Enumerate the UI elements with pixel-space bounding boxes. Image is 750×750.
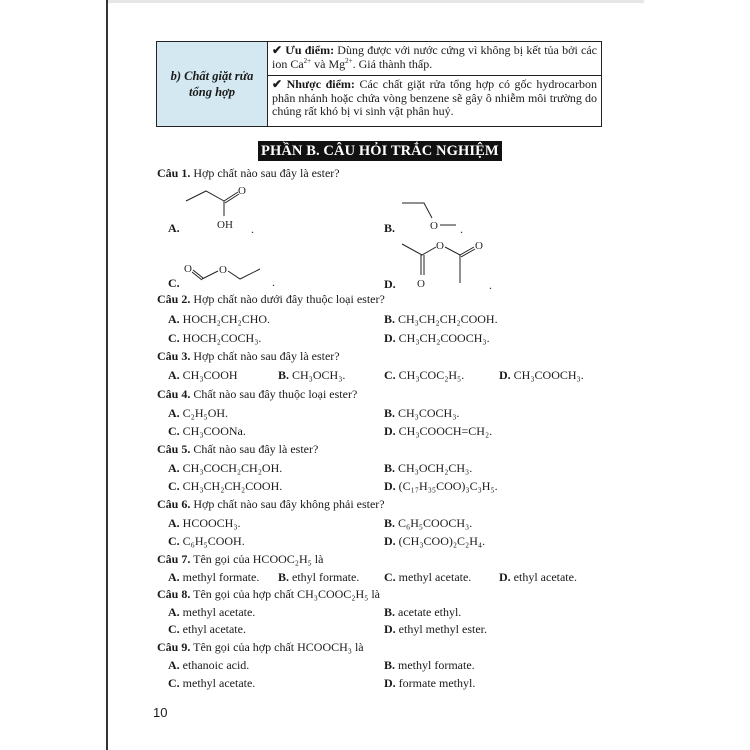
q3-option-b: B. CH₃OCH₃. <box>278 368 346 382</box>
q7-option-a: A. methyl formate. <box>168 570 260 584</box>
q7-option-c: C. methyl acetate. <box>384 570 472 584</box>
q3-option-a: A. CH₃COOH <box>168 368 238 382</box>
svg-text:O: O <box>219 264 227 276</box>
q2-option-b: B. CH₃CH₂CH₂COOH. <box>384 312 498 326</box>
table-content <box>268 42 601 126</box>
advantage-title: Ưu điểm: <box>285 43 335 57</box>
q1-option-b-letter: B. <box>384 221 396 235</box>
q1-option-a-structure-icon <box>180 184 260 234</box>
q1-option-d-structure-icon <box>400 237 495 291</box>
q5-option-a: A. CH₃COCH₂CH₂OH. <box>168 461 283 475</box>
disadvantage-cell: ✔ Nhược điểm: Các chất giặt rửa tổng hợp có gốc hydrocarbon phân nhánh hoặc chứa vòng benzene sẽ gây ô nhiễm môi trường do chúng rất khó bị vi sinh vật phân huỷ. <box>272 77 597 118</box>
q6-option-c: C. C₆H₅COOH. <box>168 534 245 548</box>
disadvantage-title: Nhược điểm: <box>286 77 355 91</box>
question-4: Câu 4. Chất nào sau đây thuộc loại ester? <box>157 387 358 401</box>
q3-option-d: D. CH₃COOCH₃. <box>499 368 584 382</box>
q8-option-c: C. ethyl acetate. <box>168 622 246 636</box>
q9-option-c: C. methyl acetate. <box>168 676 256 690</box>
question-3: Câu 3. Hợp chất nào sau đây là ester? <box>157 349 340 363</box>
advantage-cell: ✔ Ưu điểm: Dùng được với nước cứng vì không bị kết tủa bởi các ion $Ca^{2+}$ và $Mg^{2+}$. Giá thành thấp. <box>268 42 601 76</box>
q7-option-d: D. ethyl acetate. <box>499 570 577 584</box>
q5-option-d: D. (C₁₇H₃₅COO)₃C₃H₅. <box>384 479 498 493</box>
svg-text:O: O <box>430 220 438 232</box>
q2-option-a: A. HOCH₂CH₂CHO. <box>168 312 271 326</box>
q5-option-b: B. CH₃OCH₂CH₃. <box>384 461 473 475</box>
svg-text:O: O <box>417 278 425 290</box>
table-row-label: b) Chất giặt rửa tổng hợp <box>157 42 268 126</box>
q1-option-c-structure-icon <box>182 260 282 290</box>
q1-option-c-letter: C. <box>168 276 180 290</box>
detergent-table <box>156 41 602 127</box>
q6-option-a: A. HCOOCH₃. <box>168 516 241 530</box>
q4-option-b: B. CH₃COCH₃. <box>384 406 460 420</box>
question-5: Câu 5. Chất nào sau đây là ester? <box>157 442 319 456</box>
page-number: 10 <box>153 705 168 720</box>
q1-option-d-letter: D. <box>384 277 396 291</box>
q3-option-c: C. CH₃COC₂H₅. <box>384 368 465 382</box>
q9-option-d: D. formate methyl. <box>384 676 476 690</box>
page-left-edge <box>106 0 108 750</box>
q6-option-b: B. C₆H₅COOCH₃. <box>384 516 473 530</box>
q6-option-d: D. (CH₃COO)₂C₂H₄. <box>384 534 486 548</box>
q2-option-d: D. CH₃CH₂COOCH₃. <box>384 331 490 345</box>
q5-option-c: C. CH₃CH₂CH₂COOH. <box>168 479 283 493</box>
q1-option-a-letter: A. <box>168 221 180 235</box>
svg-text:O: O <box>184 263 192 275</box>
q4-option-c: C. CH₃COONa. <box>168 424 246 438</box>
question-6: Câu 6. Hợp chất nào sau đây không phải ester? <box>157 497 385 511</box>
q9-option-b: B. methyl formate. <box>384 658 475 672</box>
svg-text:O: O <box>436 240 444 252</box>
q8-option-a: A. methyl acetate. <box>168 605 256 619</box>
q4-option-d: D. CH₃COOCH=CH₂. <box>384 424 493 438</box>
question-8: Câu 8. Tên gọi của hợp chất CH₃COOC₂H₅ là <box>157 587 380 601</box>
question-1: Câu 1. Hợp chất nào sau đây là ester? <box>157 166 340 180</box>
q8-option-b: B. acetate ethyl. <box>384 605 462 619</box>
svg-text:O: O <box>475 240 483 252</box>
q9-option-a: A. ethanoic acid. <box>168 658 250 672</box>
q4-option-a: A. C₂H₅OH. <box>168 406 229 420</box>
svg-text:OH: OH <box>217 219 233 231</box>
page-top-shadow <box>108 0 644 3</box>
question-2: Câu 2. Hợp chất nào dưới đây thuộc loại ester? <box>157 292 385 306</box>
check-icon: ✔ <box>272 43 283 57</box>
svg-text:O: O <box>238 185 246 197</box>
q8-option-d: D. ethyl methyl ester. <box>384 622 487 636</box>
q7-option-b: B. ethyl formate. <box>278 570 360 584</box>
question-7: Câu 7. Tên gọi của HCOOC₂H₅ là <box>157 552 324 566</box>
question-9: Câu 9. Tên gọi của hợp chất HCOOCH₃ là <box>157 640 364 654</box>
q2-option-c: C. HOCH₂COCH₃. <box>168 331 262 345</box>
section-heading: PHẦN B. CÂU HỎI TRẮC NGHIỆM <box>258 141 502 161</box>
check-icon: ✔ <box>272 77 283 91</box>
